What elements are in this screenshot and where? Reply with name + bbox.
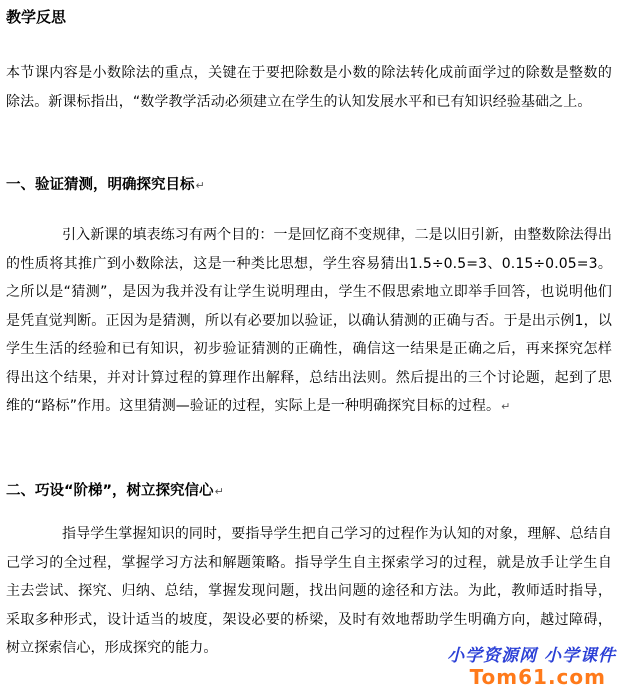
section-1-body [6,221,612,422]
watermark-logo: Tom61.com [469,665,606,689]
section-2-body: 指导学生掌握知识的同时，要指导学生把自己学习的过程作为认知的对象，理解、总结自己学习的全过程，掌握学习方法和解题策略。指导学生自主探索学习的过程，就是放手让学生自主去尝试、探究、归纳、总结，掌握发现问题，找出问题的途径和方法。为此，教师适时指导，采取多种形式，设计适当的坡度，架设必要的桥梁，及时有效地帮助学生明确方向，越过障碍，树立探索信心，形成探究的能力。 [6,526,612,656]
intro-paragraph: 本节课内容是小数除法的重点，关键在于要把除数是小数的除法转化成前面学过的除数是整数的除法。新课标指出，“数学教学活动必须建立在学生的认知发展水平和已有知识经验基础之上。 [6,65,612,110]
watermark [410,641,616,689]
paragraph-mark-icon: ↵ [501,400,511,413]
section-1-heading [6,176,205,195]
section-2-heading-text: 二、巧设“阶梯”，树立探究信心 [6,483,214,499]
paragraph-mark-icon: ↵ [195,179,205,192]
watermark-site-name: 小学资源网 小学课件 [447,646,616,666]
section-2-heading [6,482,224,501]
page-title: 教学反思 [6,8,67,26]
section-1-body-text: 引入新课的填表练习有两个目的：一是回忆商不变规律，二是以旧引新，由整数除法得出的性质将其推广到小数除法，这是一种类比思想，学生容易猜出1.5÷0.5=3、0.15÷0.05=3。之所以是“猜测”，是因为我并没有让学生说明理由，学生不假思索地立即举手回答，也说明他们是凭直觉判断。正因为是猜测，所以有必要加以验证，以确认猜测的正确与否。于是出示例1，以学生生活的经验和已有知识，初步验证猜测的正确性，确信这一结果是正确之后，再来探究怎样得出这个结果，并对计算过程的算理作出解释，总结出法则。然后提出的三个讨论题，起到了思维的“路标”作用。这里猜测—验证的过程，实际上是一种明确探究目标的过程。 [6,227,612,414]
paragraph-mark-icon: ↵ [214,485,224,498]
section-1-heading-text: 一、验证猜测，明确探究目标 [6,177,195,193]
